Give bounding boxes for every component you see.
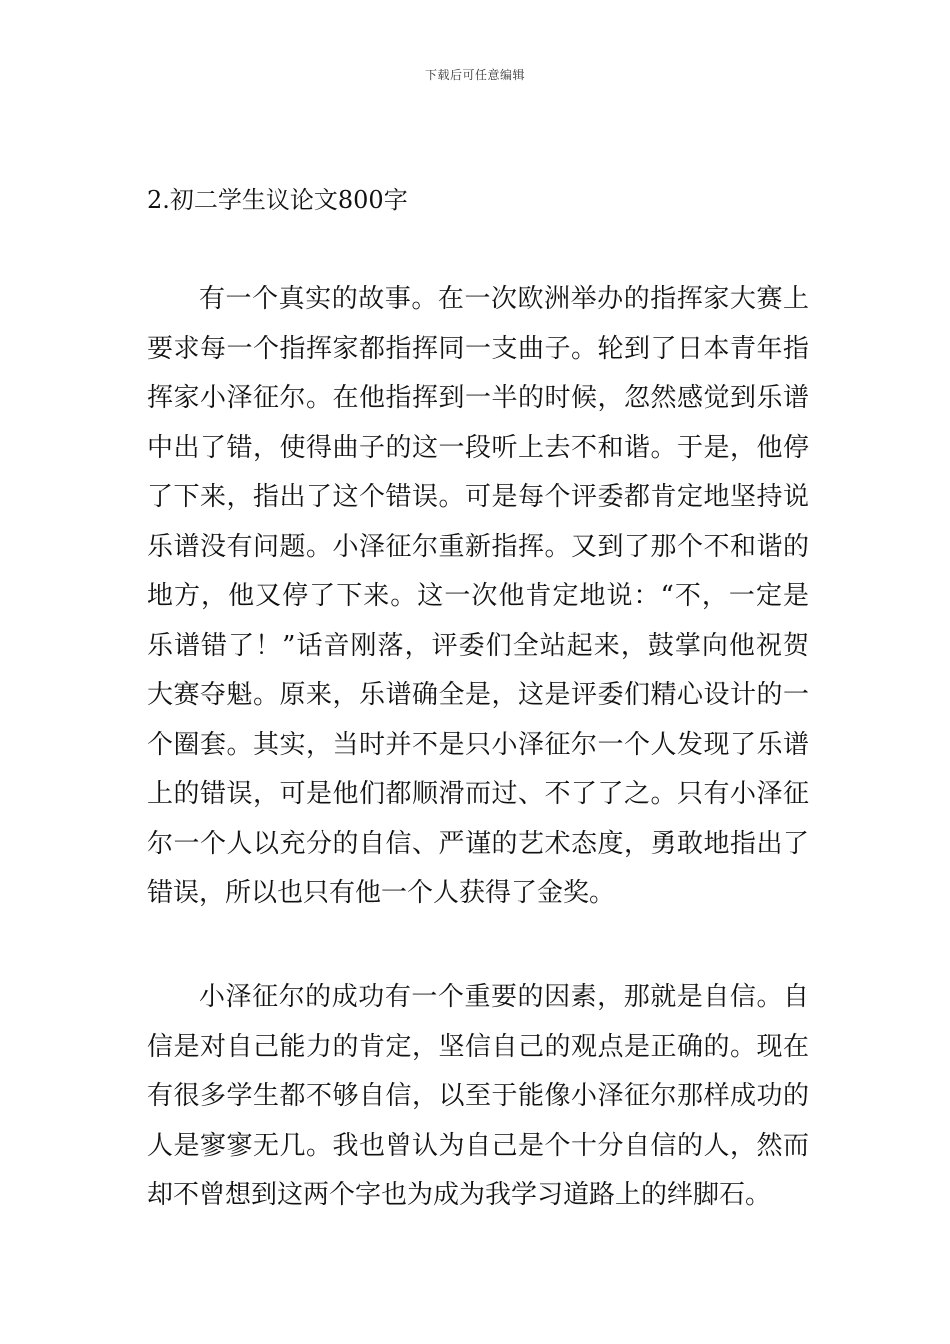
paragraph-2: 小泽征尔的成功有一个重要的因素，那就是自信。自信是对自己能力的肯定，坚信自己的观点是正确的。现在有很多学生都不够自信，以至于能像小泽征尔那样成功的人是寥寥无几。我也曾认为自己是个十分自信的人，然而却不曾想到这两个字也为成为我学习道路上的绊脚石。 <box>147 982 809 1210</box>
essay-title: 2.初二学生议论文800字 <box>147 186 408 214</box>
header-note: 下载后可任意编辑 <box>424 68 525 82</box>
paragraph-1: 有一个真实的故事。在一次欧洲举办的指挥家大赛上要求每一个指挥家都指挥同一支曲子。轮到了日本青年指挥家小泽征尔。在他指挥到一半的时候，忽然感觉到乐谱中出了错，使得曲子的这一段听上去不和谐。于是，他停了下来，指出了这个错误。可是每个评委都肯定地坚持说乐谱没有问题。小泽征尔重新指挥。又到了那个不和谐的地方，他又停了下来。这一次他肯定地说：“不，一定是乐谱错了！”话音刚落，评委们全站起来，鼓掌向他祝贺大赛夺魁。原来，乐谱确全是，这是评委们精心设计的一个圈套。其实，当时并不是只小泽征尔一个人发现了乐谱上的错误，可是他们都顺滑而过、不了了之。只有小泽征尔一个人以充分的自信、严谨的艺术态度，勇敢地指出了错误，所以也只有他一个人获得了金奖。 <box>147 284 809 908</box>
